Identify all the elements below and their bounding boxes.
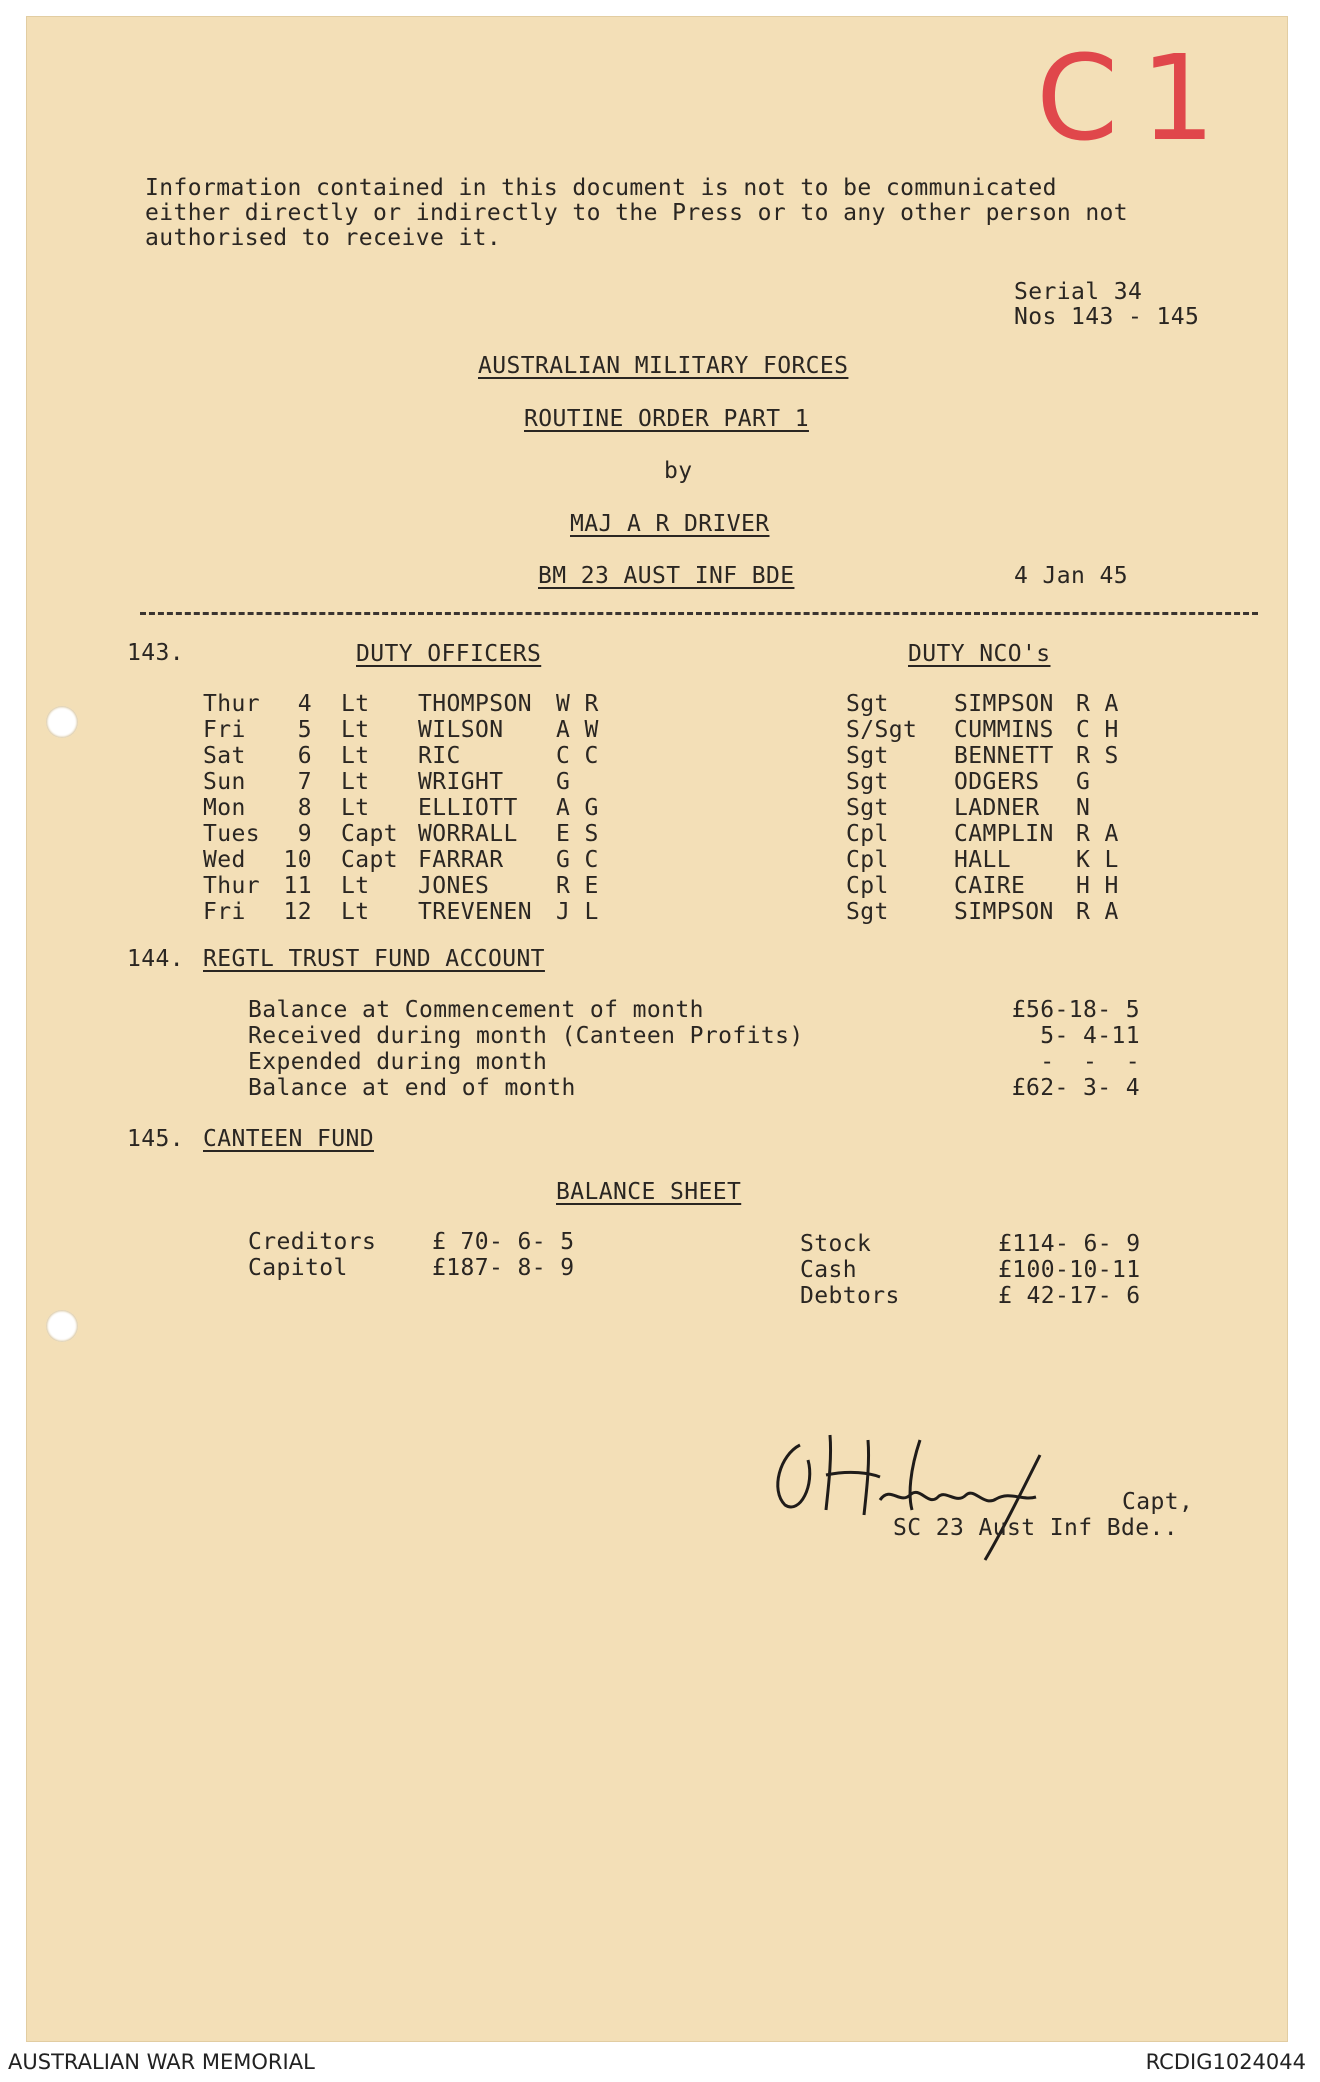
nco-initials: R A (1076, 691, 1119, 717)
notice-line: Information contained in this document is not to be communicated (145, 175, 1057, 201)
officer-name: WILSON (418, 717, 504, 743)
nco-initials: G (1076, 769, 1091, 795)
day: Tues (203, 821, 260, 847)
nco-initials: R A (1076, 821, 1119, 847)
punch-hole-bottom (46, 1310, 78, 1342)
heading-routine-order: ROUTINE ORDER PART 1 (524, 406, 809, 432)
nco-name: LADNER (954, 795, 1040, 821)
day: Mon (203, 795, 246, 821)
heading-forces: AUSTRALIAN MILITARY FORCES (478, 353, 849, 379)
order-date: 4 Jan 45 (1014, 563, 1128, 589)
asset-label: Stock (800, 1231, 872, 1257)
date-number: 8 (297, 795, 312, 821)
officer-initials: W R (556, 691, 599, 717)
asset-value: £ 42-17- 6 (998, 1283, 1141, 1309)
officer-rank: Capt (341, 821, 398, 847)
footer-record-id: RCDIG1024044 (1145, 2050, 1306, 2074)
date-number: 12 (283, 899, 312, 925)
nco-name: CAIRE (954, 873, 1026, 899)
trust-value: - - - (1040, 1049, 1140, 1075)
officer-initials: G C (556, 847, 599, 873)
day: Sun (203, 769, 246, 795)
asset-label: Debtors (800, 1283, 900, 1309)
asset-value: £100-10-11 (998, 1257, 1141, 1283)
officer-initials: C C (556, 743, 599, 769)
asset-value: £114- 6- 9 (998, 1231, 1141, 1257)
canteen-fund-title: CANTEEN FUND (203, 1126, 374, 1152)
liability-value: £ 70- 6- 5 (432, 1229, 575, 1255)
nco-name: SIMPSON (954, 899, 1054, 925)
nco-initials: H H (1076, 873, 1119, 899)
asset-label: Cash (800, 1257, 857, 1283)
officer-rank: Lt (341, 899, 370, 925)
day: Fri (203, 899, 246, 925)
item-number-143: 143. (127, 640, 184, 666)
day: Sat (203, 743, 246, 769)
trust-label: Received during month (Canteen Profits) (248, 1023, 804, 1049)
date-number: 6 (297, 743, 312, 769)
officer-rank: Lt (341, 795, 370, 821)
heading-officer: MAJ A R DRIVER (570, 511, 770, 537)
nco-rank: Sgt (846, 769, 889, 795)
duty-ncos-title: DUTY NCO's (908, 641, 1051, 667)
balance-sheet-title: BALANCE SHEET (556, 1179, 742, 1205)
serial-number: Serial 34 (1014, 279, 1143, 305)
date-number: 10 (283, 847, 312, 873)
signature-rank: Capt, (1122, 1489, 1194, 1515)
footer-archive-name: AUSTRALIAN WAR MEMORIAL (8, 2050, 315, 2074)
heading-by: by (664, 458, 693, 484)
officer-rank: Lt (341, 769, 370, 795)
date-number: 7 (297, 769, 312, 795)
trust-value: 5- 4-11 (1040, 1023, 1140, 1049)
officer-initials: A G (556, 795, 599, 821)
nco-rank: Cpl (846, 821, 889, 847)
officer-initials: G (556, 769, 571, 795)
liability-label: Creditors (248, 1229, 377, 1255)
officer-name: WRIGHT (418, 769, 504, 795)
date-number: 9 (297, 821, 312, 847)
notice-line: either directly or indirectly to the Press or to any other person not (145, 200, 1129, 226)
nco-initials: C H (1076, 717, 1119, 743)
officer-initials: J L (556, 899, 599, 925)
officer-rank: Capt (341, 847, 398, 873)
officer-rank: Lt (341, 743, 370, 769)
day: Thur (203, 691, 260, 717)
officer-initials: A W (556, 717, 599, 743)
nco-rank: Sgt (846, 795, 889, 821)
officer-initials: E S (556, 821, 599, 847)
nco-name: CUMMINS (954, 717, 1054, 743)
officer-rank: Lt (341, 873, 370, 899)
officer-name: RIC (418, 743, 461, 769)
trust-value: £62- 3- 4 (1011, 1075, 1140, 1101)
officer-rank: Lt (341, 691, 370, 717)
nco-rank: S/Sgt (846, 717, 918, 743)
date-number: 5 (297, 717, 312, 743)
nco-rank: Sgt (846, 743, 889, 769)
trust-fund-title: REGTL TRUST FUND ACCOUNT (203, 946, 545, 972)
notice-line: authorised to receive it. (145, 225, 502, 251)
day: Fri (203, 717, 246, 743)
nco-name: HALL (954, 847, 1011, 873)
nco-initials: R A (1076, 899, 1119, 925)
nco-name: CAMPLIN (954, 821, 1054, 847)
nco-name: SIMPSON (954, 691, 1054, 717)
officer-initials: R E (556, 873, 599, 899)
nco-rank: Cpl (846, 873, 889, 899)
section-divider (140, 612, 1258, 615)
punch-hole-top (46, 706, 78, 738)
trust-label: Expended during month (248, 1049, 548, 1075)
date-number: 11 (283, 873, 312, 899)
nco-rank: Sgt (846, 899, 889, 925)
nco-rank: Cpl (846, 847, 889, 873)
officer-name: ELLIOTT (418, 795, 518, 821)
nco-name: BENNETT (954, 743, 1054, 769)
nco-rank: Sgt (846, 691, 889, 717)
trust-label: Balance at end of month (248, 1075, 576, 1101)
nco-initials: R S (1076, 743, 1119, 769)
liability-label: Capitol (248, 1255, 348, 1281)
day: Thur (203, 873, 260, 899)
nco-name: ODGERS (954, 769, 1040, 795)
trust-value: £56-18- 5 (1011, 997, 1140, 1023)
date-number: 4 (297, 691, 312, 717)
duty-officers-title: DUTY OFFICERS (356, 641, 542, 667)
c1-stamp: C1 (1036, 29, 1238, 167)
signature-unit: SC 23 Aust Inf Bde.. (893, 1515, 1178, 1541)
officer-rank: Lt (341, 717, 370, 743)
handwritten-signature (760, 1415, 1120, 1565)
item-number-145: 145. (127, 1126, 184, 1152)
trust-label: Balance at Commencement of month (248, 997, 704, 1023)
nco-initials: K L (1076, 847, 1119, 873)
nco-initials: N (1076, 795, 1091, 821)
officer-name: TREVENEN (418, 899, 532, 925)
liability-value: £187- 8- 9 (432, 1255, 575, 1281)
officer-name: JONES (418, 873, 490, 899)
order-numbers: Nos 143 - 145 (1014, 304, 1200, 330)
officer-name: FARRAR (418, 847, 504, 873)
item-number-144: 144. (127, 946, 184, 972)
day: Wed (203, 847, 246, 873)
heading-brigade: BM 23 AUST INF BDE (538, 563, 795, 589)
officer-name: THOMPSON (418, 691, 532, 717)
officer-name: WORRALL (418, 821, 518, 847)
